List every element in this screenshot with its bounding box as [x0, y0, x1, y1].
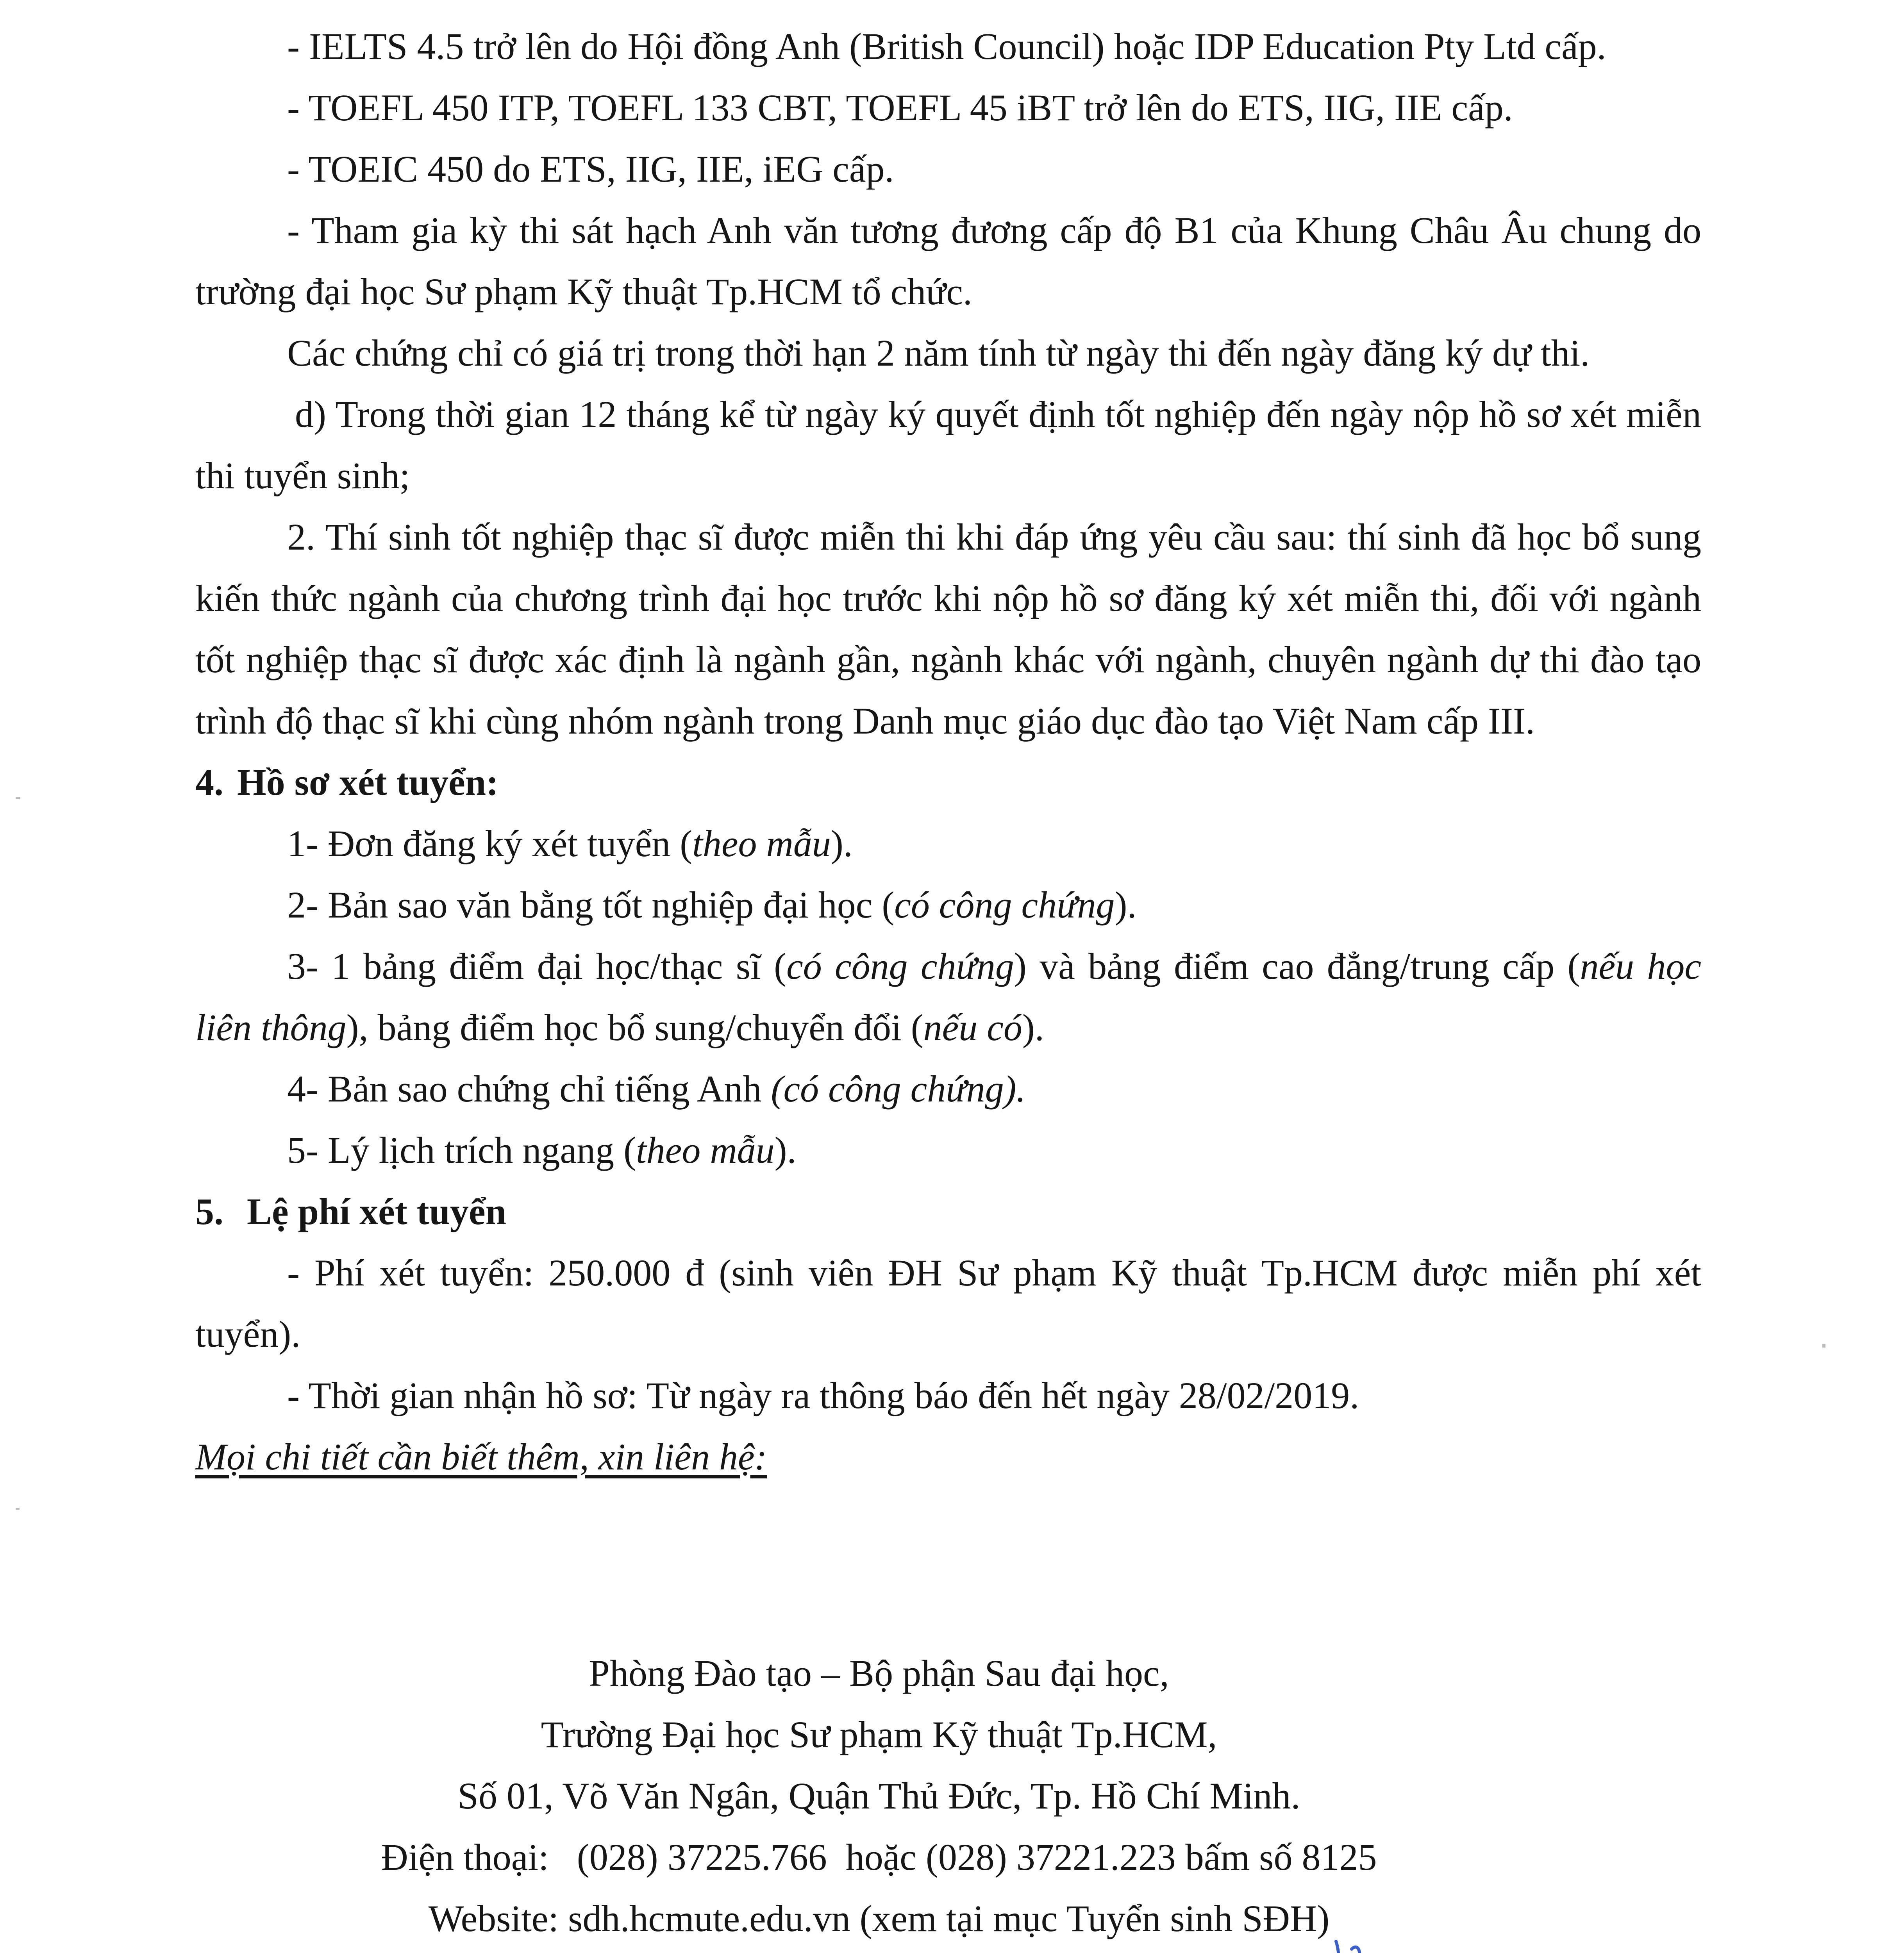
item-text: ). — [831, 823, 853, 864]
item-text: ), bảng điểm học bổ sung/chuyển đổi ( — [346, 1007, 923, 1048]
paragraph-certificate-validity: Các chứng chỉ có giá trị trong thời hạn 2 năm tính từ ngày thi đến ngày đăng ký dự thi. — [287, 332, 1590, 374]
paragraph-item-d: d) Trong thời gian 12 tháng kể từ ngày ký quyết định tốt nghiệp đến ngày nộp hồ sơ xét miễn thi tuyển sinh; — [195, 393, 1701, 496]
contact-website: Website: sdh.hcmute.edu.vn (xem tại mục Tuyển sinh SĐH) — [428, 1898, 1330, 1939]
section-5-number: 5. — [195, 1191, 223, 1232]
section-5-deadline: - Thời gian nhận hồ sơ: Từ ngày ra thông báo đến hết ngày 28/02/2019. — [287, 1375, 1359, 1416]
section-4-heading — [195, 752, 1701, 813]
section-4-item — [195, 935, 1701, 1058]
item-text: 4- Bản sao chứng chỉ tiếng Anh — [287, 1068, 771, 1110]
item-italic: nếu học liên thông — [195, 945, 1702, 1048]
item-text: ). — [1115, 884, 1137, 926]
scan-mark — [1822, 1344, 1825, 1348]
paragraph-ielts: - IELTS 4.5 trở lên do Hội đồng Anh (British Council) hoặc IDP Education Pty Ltd cấp. — [287, 25, 1606, 67]
item-italic: (có công chứng). — [771, 1068, 1026, 1110]
item-text: 1- Đơn đăng ký xét tuyển ( — [287, 823, 693, 864]
paragraph-b1-exam: - Tham gia kỳ thi sát hạch Anh văn tương đương cấp độ B1 của Khung Châu Âu chung do trường đại học Sư phạm Kỹ thuật Tp.HCM tổ chức. — [195, 209, 1701, 312]
section-4-item — [195, 874, 1701, 935]
section-4-item — [195, 813, 1701, 874]
paragraph-toefl: - TOEFL 450 ITP, TOEFL 133 CBT, TOEFL 45 iBT trở lên do ETS, IIG, IIE cấp. — [287, 87, 1513, 129]
section-5-title: Lệ phí xét tuyển — [247, 1191, 507, 1232]
item-italic: có công chứng — [786, 945, 1014, 987]
scan-mark — [16, 797, 20, 799]
item-text: ). — [774, 1129, 797, 1171]
contact-intro: Mọi chi tiết cần biết thêm, xin liên hệ: — [195, 1436, 767, 1478]
item-italic: nếu có — [923, 1007, 1022, 1048]
section-4-item — [195, 1058, 1701, 1119]
item-text: 2- Bản sao văn bằng tốt nghiệp đại học ( — [287, 884, 895, 926]
section-4-number: 4. — [195, 761, 223, 803]
item-text: ) và bảng điểm cao đẳng/trung cấp ( — [1014, 945, 1580, 987]
item-italic: theo mẫu — [692, 823, 831, 864]
contact-department: Phòng Đào tạo – Bộ phận Sau đại học, — [589, 1652, 1169, 1694]
section-4-title: Hồ sơ xét tuyển: — [237, 761, 499, 803]
signature-scribble — [1328, 1933, 1719, 1953]
item-text: 5- Lý lịch trích ngang ( — [287, 1129, 636, 1171]
paragraph-toeic: - TOEIC 450 do ETS, IIG, IIE, iEG cấp. — [287, 148, 894, 190]
item-text: 3- 1 bảng điểm đại học/thạc sĩ ( — [287, 945, 787, 987]
item-italic: theo mẫu — [636, 1129, 775, 1171]
section-5-heading — [195, 1181, 1701, 1242]
scan-mark — [16, 1508, 20, 1510]
item-italic: có công chứng — [894, 884, 1115, 926]
contact-phone: Điện thoại: (028) 37225.766 hoặc (028) 37221.223 bấm số 8125 — [381, 1836, 1377, 1878]
contact-block — [195, 1642, 1563, 1953]
document-body — [195, 16, 1701, 1487]
section-5-fee: - Phí xét tuyển: 250.000 đ (sinh viên ĐH Sư phạm Kỹ thuật Tp.HCM được miễn phí xét tuyển). — [195, 1252, 1701, 1355]
item-text: ). — [1022, 1007, 1044, 1048]
section-4-item — [195, 1119, 1701, 1181]
paragraph-masters-exemption: 2. Thí sinh tốt nghiệp thạc sĩ được miễn thi khi đáp ứng yêu cầu sau: thí sinh đã học bổ sung kiến thức ngành của chương trình đại học trước khi nộp hồ sơ đăng ký xét miễn thi, đối với ngành tốt nghiệp thạc sĩ được xác định là ngành gần, ngành khác với ngành, chuyên ngành dự thi đào tạo trình độ thạc sĩ khi cùng nhóm ngành trong Danh mục giáo dục đào tạo Việt Nam cấp III. — [195, 516, 1701, 742]
contact-address: Số 01, Võ Văn Ngân, Quận Thủ Đức, Tp. Hồ Chí Minh. — [457, 1775, 1300, 1817]
contact-school: Trường Đại học Sư phạm Kỹ thuật Tp.HCM, — [541, 1714, 1217, 1755]
